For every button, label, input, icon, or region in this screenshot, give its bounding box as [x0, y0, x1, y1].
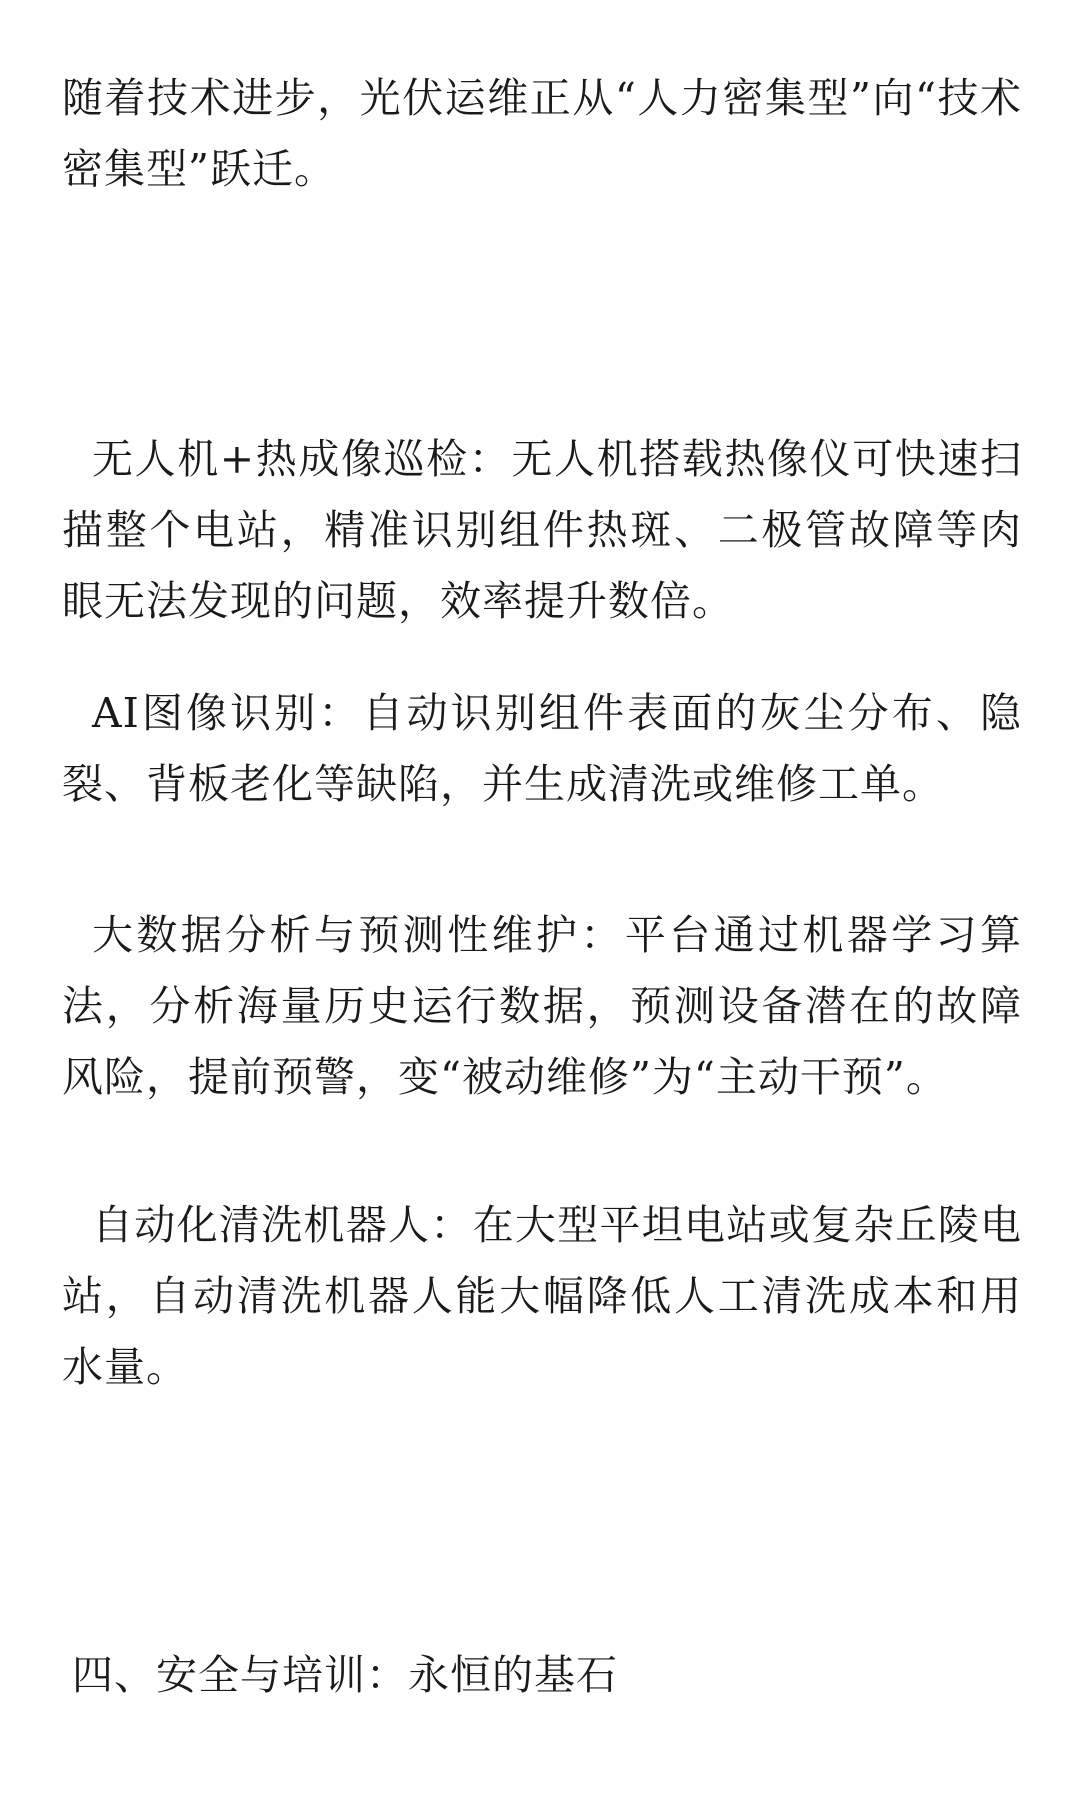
- cleaning-robot-label: 自动化清洗机器人：: [92, 1201, 473, 1249]
- intro-paragraph: 随着技术进步，光伏运维正从“人力密集型”向“技术密集型”跃迁。: [62, 74, 1022, 193]
- bigdata-maintenance-paragraph: [62, 900, 1022, 1113]
- bigdata-maintenance-text: 平台通过机器学习算法，分析海量历史运行数据，预测设备潜在的故障风险，提前预警，变“被动维修”为“主动干预”。: [62, 911, 1023, 1101]
- cleaning-robot-paragraph: [62, 1190, 1022, 1403]
- ai-recognition-paragraph: [62, 678, 1022, 820]
- drone-thermal-text: 无人机搭载热像仪可快速扫描整个电站，精准识别组件热斑、二极管故障等肉眼无法发现的问题，效率提升数倍。: [62, 435, 1022, 625]
- section-heading: 四、安全与培训：永恒的基石: [72, 1651, 618, 1699]
- drone-thermal-paragraph: [62, 424, 1022, 637]
- drone-thermal-label: 无人机+热成像巡检：: [92, 435, 512, 483]
- ai-recognition-text: 自动识别组件表面的灰尘分布、隐裂、背板老化等缺陷，并生成清洗或维修工单。: [62, 689, 1022, 808]
- ai-recognition-label: AI图像识别：: [92, 689, 363, 737]
- bigdata-maintenance-label: 大数据分析与预测性维护：: [92, 911, 625, 959]
- cleaning-robot-text: 在大型平坦电站或复杂丘陵电站，自动清洗机器人能大幅降低人工清洗成本和用水量。: [62, 1201, 1023, 1391]
